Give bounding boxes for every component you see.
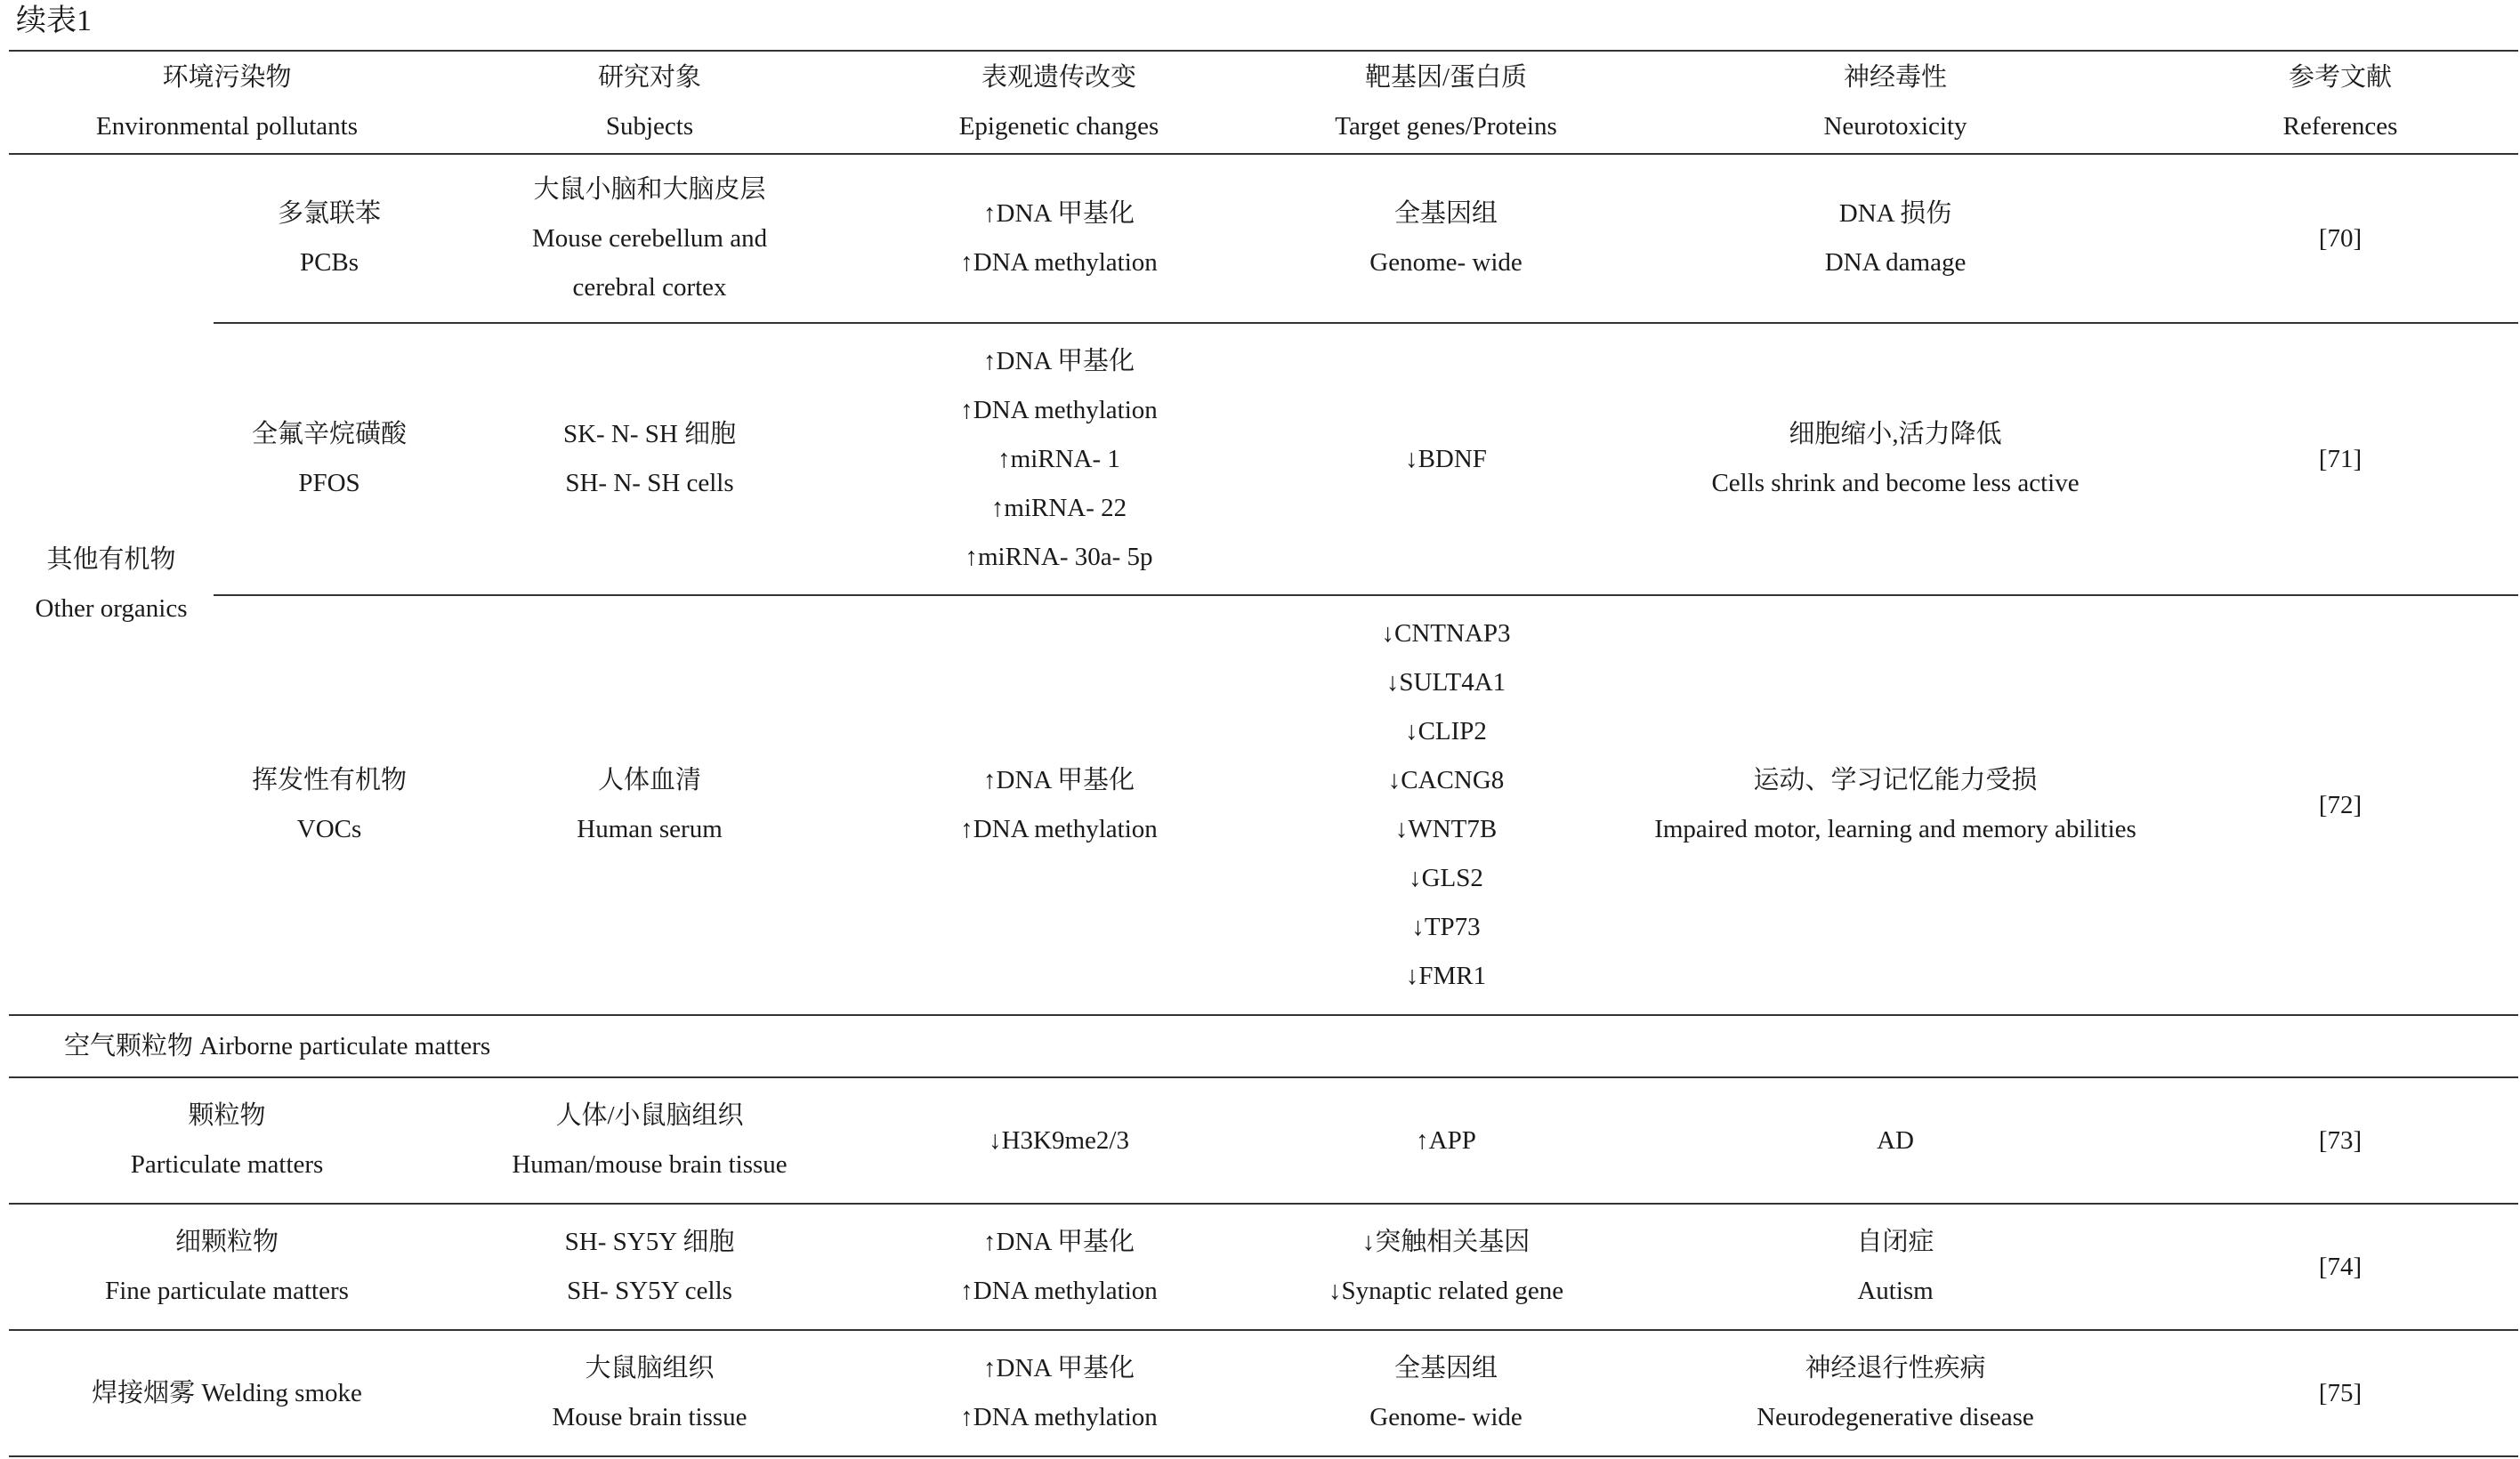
- neurotoxicity-cell: 神经退行性疾病 Neurodegenerative disease: [1628, 1330, 2162, 1456]
- epigenetic-cell: ↓H3K9me2/3: [854, 1077, 1264, 1204]
- epigenetic-cell: ↑DNA 甲基化 ↑DNA methylation: [854, 1330, 1264, 1456]
- neurotoxicity-cell: AD: [1628, 1077, 2162, 1204]
- subjects-cell: SK- N- SH 细胞 SH- N- SH cells: [445, 323, 854, 595]
- subjects-cell: 人体血清 Human serum: [445, 595, 854, 1015]
- table-row: [9, 1077, 2518, 1204]
- epigenetic-cell: ↑DNA 甲基化 ↑DNA methylation: [854, 595, 1264, 1015]
- targets-cell: 全基因组 Genome- wide: [1264, 1330, 1628, 1456]
- table-row: [9, 1204, 2518, 1330]
- epigenetic-cell: ↑DNA 甲基化 ↑DNA methylation ↑miRNA- 1 ↑miRNA- 22 ↑miRNA- 30a- 5p: [854, 323, 1264, 595]
- table-row: [9, 595, 2518, 1015]
- epigenetic-cell: ↑DNA 甲基化 ↑DNA methylation: [960, 199, 1158, 277]
- header-references: 参考文献 References: [2162, 51, 2518, 154]
- subjects-cell: 人体/小鼠脑组织 Human/mouse brain tissue: [445, 1077, 854, 1204]
- targets-cell: 全基因组 Genome- wide: [1369, 199, 1522, 277]
- epigenetic-cell: ↑DNA 甲基化 ↑DNA methylation: [854, 1204, 1264, 1330]
- header-pollutants: 环境污染物 Environmental pollutants: [9, 51, 445, 154]
- header-row: [9, 51, 2518, 154]
- reference-cell: [72]: [2162, 595, 2518, 1015]
- table-caption: 续表1: [16, 4, 92, 37]
- pollutant-cell: 细颗粒物 Fine particulate matters: [9, 1204, 445, 1330]
- targets-cell: ↓BDNF: [1264, 323, 1628, 595]
- subjects-cell: 大鼠小脑和大脑皮层 Mouse cerebellum and cerebral cortex: [531, 174, 768, 302]
- pollutant-cell: 颗粒物 Particulate matters: [9, 1077, 445, 1204]
- pollutant-cell: 多氯联苯 PCBs: [278, 199, 382, 277]
- header-targets: 靶基因/蛋白质 Target genes/Proteins: [1264, 51, 1628, 154]
- reference-cell: [71]: [2162, 323, 2518, 595]
- reference-cell: [73]: [2162, 1077, 2518, 1204]
- pollutant-cell: 全氟辛烷磺酸 PFOS: [214, 323, 445, 595]
- neurotoxicity-cell: DNA 损伤 DNA damage: [1824, 199, 1967, 277]
- subjects-cell: 大鼠脑组织 Mouse brain tissue: [445, 1330, 854, 1456]
- subjects-cell: SH- SY5Y 细胞 SH- SY5Y cells: [445, 1204, 854, 1330]
- neurotoxicity-cell: 运动、学习记忆能力受损 Impaired motor, learning and memory abilities: [1628, 595, 2162, 1015]
- table-row: [9, 154, 2518, 323]
- header-neurotoxicity: 神经毒性 Neurotoxicity: [1628, 51, 2162, 154]
- group-label-airborne: 空气颗粒物 Airborne particulate matters: [9, 1015, 2518, 1077]
- reference-cell: [75]: [2162, 1330, 2518, 1456]
- targets-cell: ↑APP: [1264, 1077, 1628, 1204]
- group-row-airborne: [9, 1015, 2518, 1077]
- reference-cell: [70]: [2318, 223, 2362, 253]
- neurotoxicity-cell: 细胞缩小,活力降低 Cells shrink and become less active: [1628, 323, 2162, 595]
- targets-cell: ↓CNTNAP3 ↓SULT4A1 ↓CLIP2 ↓CACNG8 ↓WNT7B ↓GLS2 ↓TP73 ↓FMR1: [1264, 595, 1628, 1015]
- header-epigenetic: 表观遗传改变 Epigenetic changes: [854, 51, 1264, 154]
- epigenetics-table: [9, 50, 2518, 1457]
- pollutant-cell: 挥发性有机物 VOCs: [214, 595, 445, 1015]
- table-row: [9, 1330, 2518, 1456]
- reference-cell: [74]: [2162, 1204, 2518, 1330]
- table-row: [9, 323, 2518, 595]
- header-subjects: 研究对象 Subjects: [445, 51, 854, 154]
- group-cell-other-organics: 其他有机物 Other organics: [35, 545, 188, 623]
- pollutant-cell: 焊接烟雾 Welding smoke: [9, 1330, 445, 1456]
- targets-cell: ↓突触相关基因 ↓Synaptic related gene: [1264, 1204, 1628, 1330]
- neurotoxicity-cell: 自闭症 Autism: [1628, 1204, 2162, 1330]
